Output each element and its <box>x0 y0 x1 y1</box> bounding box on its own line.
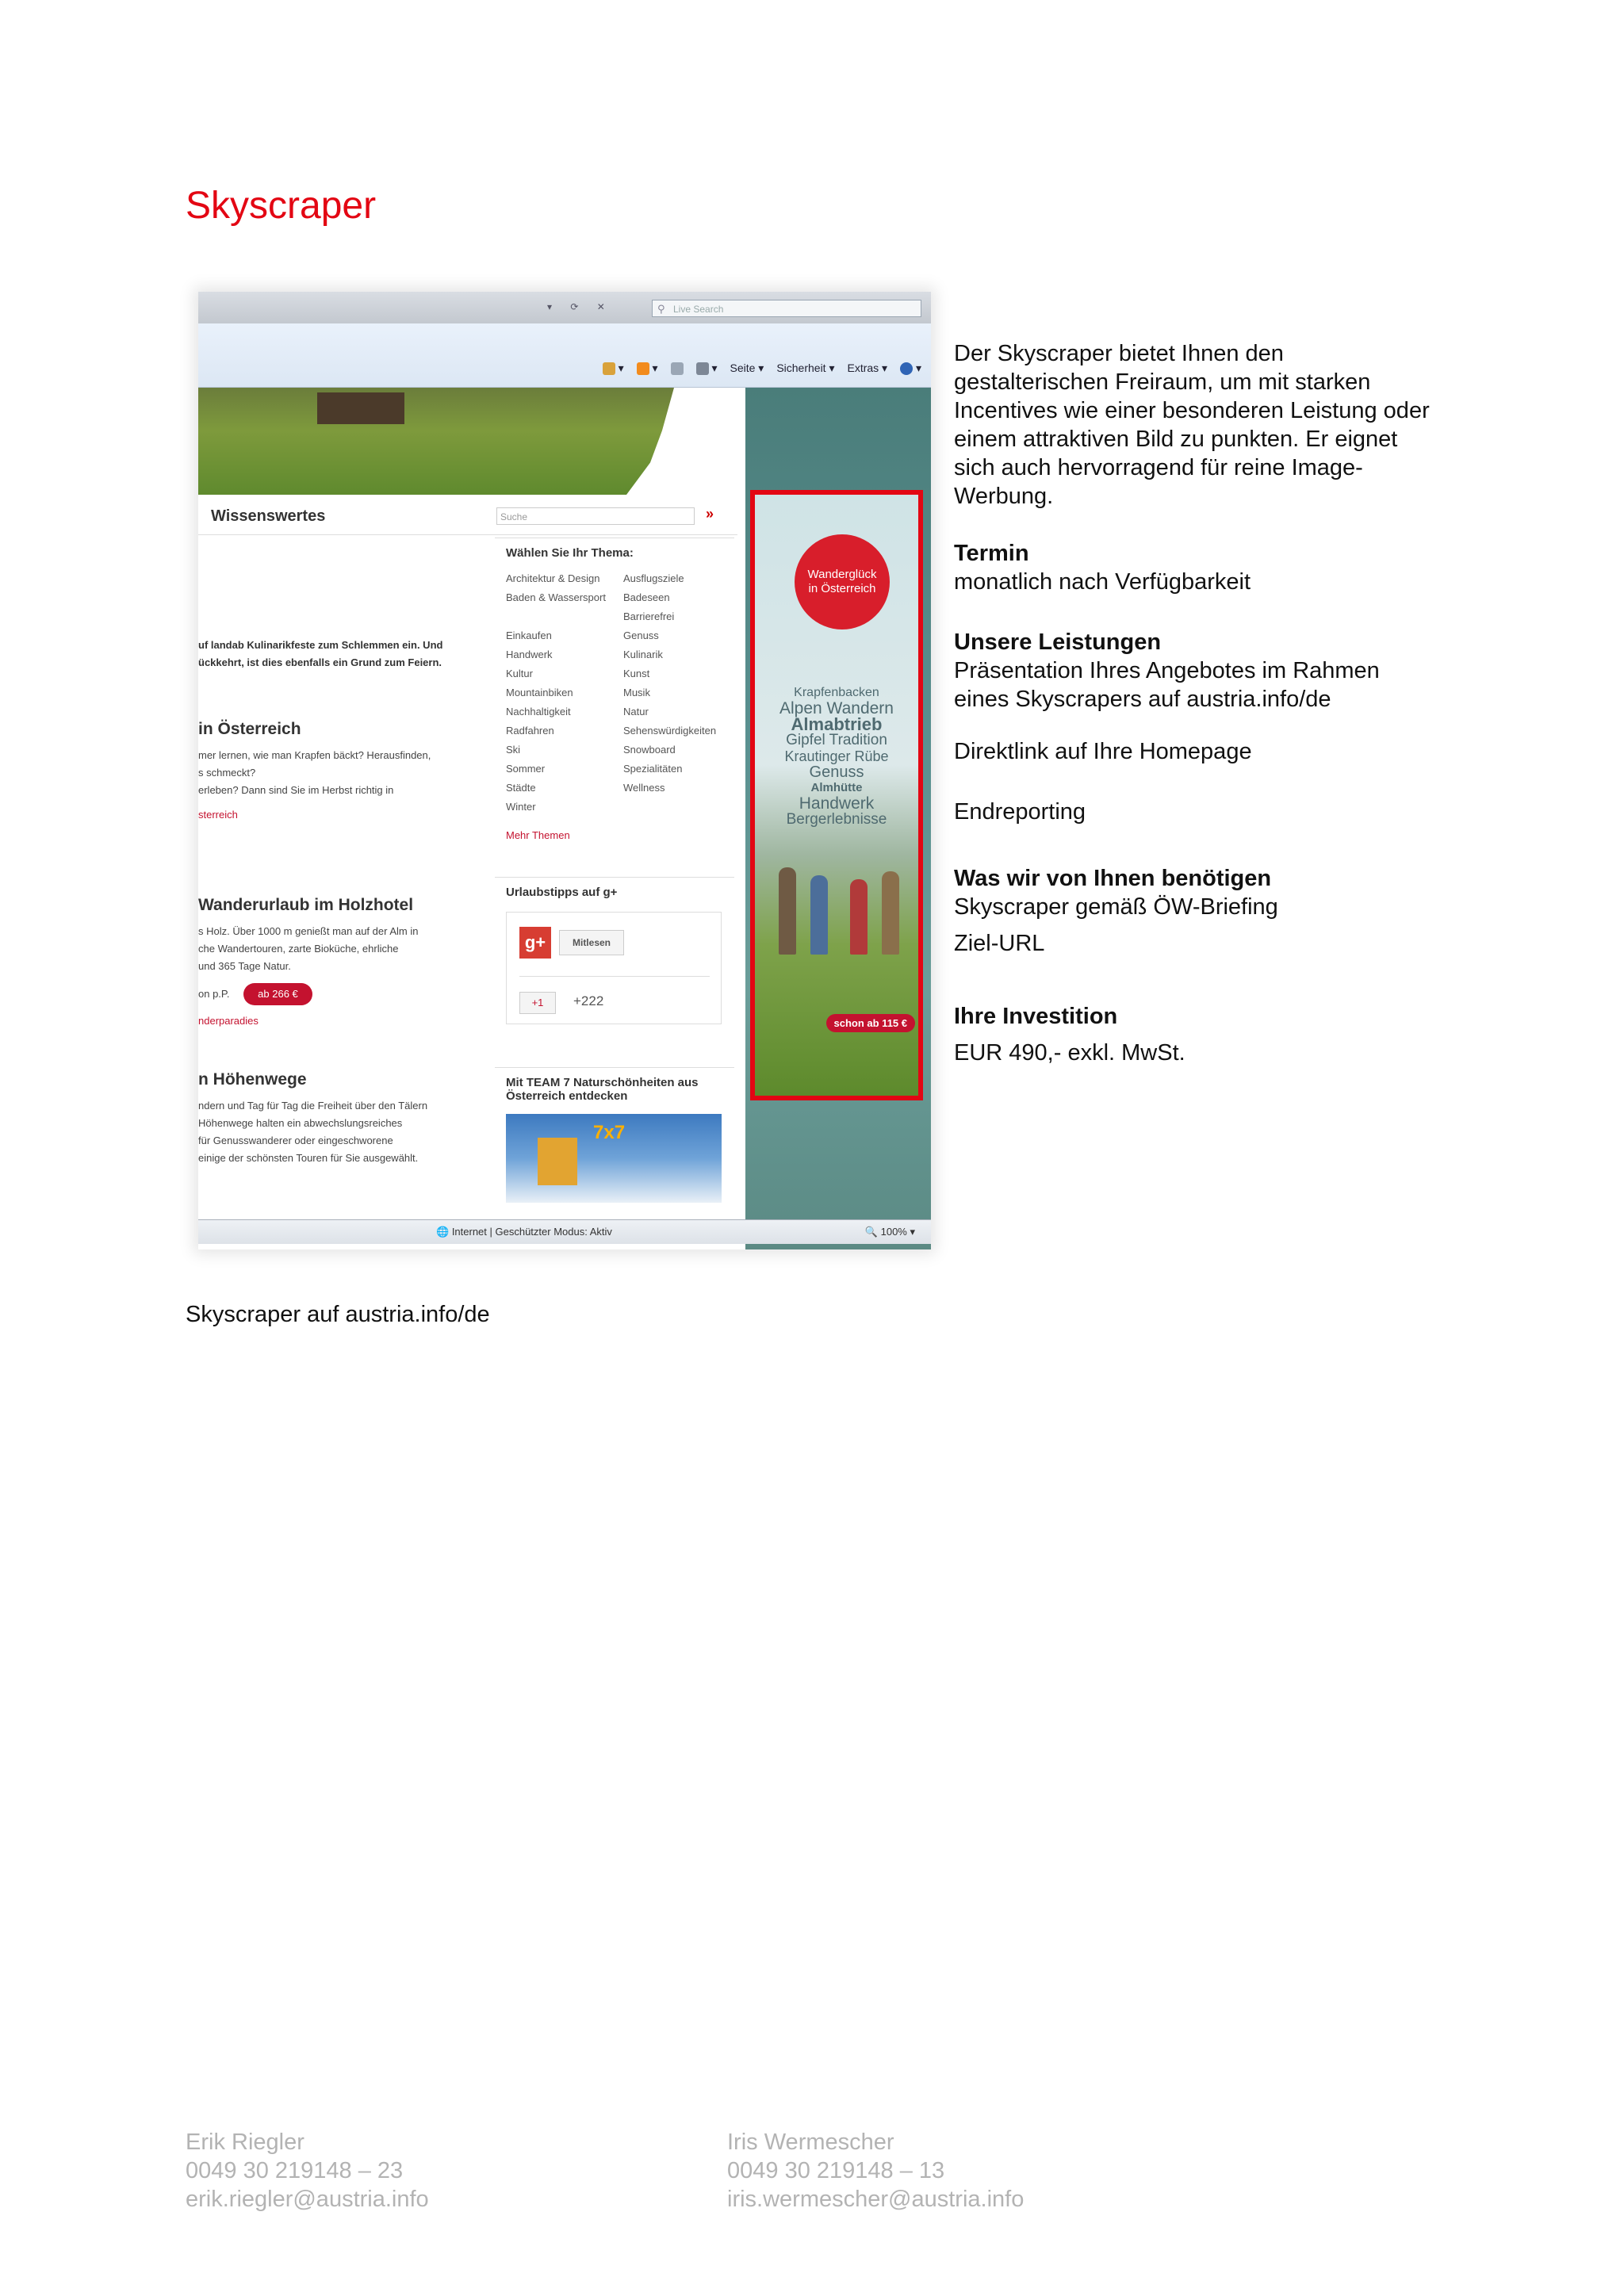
topic-link[interactable]: Musik <box>623 687 650 698</box>
topic-link[interactable]: Spezialitäten <box>623 763 683 775</box>
teaser-text: und 365 Tage Natur. <box>198 960 291 972</box>
benoetigen-item: Skyscraper gemäß ÖW-Briefing <box>954 894 1278 920</box>
topics-title: Wählen Sie Ihr Thema: <box>506 546 634 560</box>
teaser-text: s Holz. Über 1000 m genießt man auf der Alm in <box>198 925 419 937</box>
menu-seite[interactable]: Seite ▾ <box>730 362 764 374</box>
ad-keyword: Almabtrieb <box>791 714 883 734</box>
hero-image <box>198 388 745 495</box>
plus-one-count: +222 <box>573 993 604 1008</box>
topic-link <box>506 609 623 625</box>
team7-title: Mit TEAM 7 Naturschönheiten aus Österreich entdecken <box>506 1076 699 1103</box>
search-icon: ⚲ <box>657 303 665 315</box>
topic-link[interactable]: Winter <box>506 801 536 813</box>
topic-link[interactable]: Kulinarik <box>623 649 663 660</box>
teaser-text: ückkehrt, ist dies ebenfalls ein Grund zum Feiern. <box>198 656 442 668</box>
ad-keyword: Gipfel Tradition <box>786 732 887 748</box>
teaser-text: mer lernen, wie man Krapfen bäckt? Herausfinden, <box>198 749 431 761</box>
direktlink-text: Direktlink auf Ihre Homepage <box>954 739 1252 764</box>
contact-phone: 0049 30 219148 – 13 <box>727 2158 945 2183</box>
topic-link[interactable]: Natur <box>623 706 649 718</box>
print-icon[interactable]: ▾ <box>696 362 718 375</box>
footer-contact <box>186 2128 429 2214</box>
barn-shape <box>317 392 404 424</box>
ad-keyword: Genuss <box>809 763 864 781</box>
ad-badge: Wanderglück in Österreich <box>795 534 890 629</box>
ad-keyword: Bergerlebnisse <box>786 811 887 828</box>
browser-nav-buttons[interactable]: ▾ ⟳ ✕ <box>547 301 613 312</box>
google-plus-icon[interactable]: g+ <box>519 927 551 959</box>
browser-toolbar <box>198 292 931 324</box>
page-title: Skyscraper <box>186 185 377 227</box>
teaser-title[interactable]: Wanderurlaub im Holzhotel <box>198 896 414 914</box>
topic-link[interactable]: Ski <box>506 744 521 756</box>
teaser-text: ndern und Tag für Tag die Freiheit über den Tälern <box>198 1100 428 1112</box>
topic-link[interactable]: Handwerk <box>506 649 553 660</box>
contact-name: Iris Wermescher <box>727 2130 894 2155</box>
teaser-title[interactable]: n Höhenwege <box>198 1070 307 1089</box>
teaser-column <box>198 538 476 1235</box>
contact-email[interactable]: iris.wermescher@austria.info <box>727 2187 1025 2212</box>
contact-phone: 0049 30 219148 – 23 <box>186 2158 404 2183</box>
contact-email[interactable]: erik.riegler@austria.info <box>186 2187 429 2212</box>
topic-link[interactable]: Kultur <box>506 668 533 679</box>
topic-link[interactable]: Architektur & Design <box>506 572 600 584</box>
teaser-link[interactable]: sterreich <box>198 809 238 821</box>
investition-text: EUR 490,- exkl. MwSt. <box>954 1040 1185 1066</box>
info-column <box>954 339 1430 1067</box>
benoetigen-item: Ziel-URL <box>954 931 1045 956</box>
plus-one-button[interactable]: +1 <box>519 992 556 1014</box>
topic-link[interactable]: Kunst <box>623 668 650 679</box>
teaser-text: einige der schönsten Touren für Sie ausgewählt. <box>198 1152 419 1164</box>
endreporting-text: Endreporting <box>954 799 1086 825</box>
site-search-input[interactable]: Suche <box>496 507 695 525</box>
topics-box <box>495 538 734 871</box>
browser-search-input[interactable]: ⚲ Live Search <box>652 300 921 317</box>
feeds-icon[interactable]: ▾ <box>637 362 658 375</box>
price-prefix: on p.P. <box>198 988 230 1000</box>
intro-text: Der Skyscraper bietet Ihnen den gestalterischen Freiraum, um mit starken Incentives wie einer besonderen Leistung oder einem attraktiven Bild zu punkten. Er eignet sich auch hervorragend für reine Image-Werbung. <box>954 341 1430 509</box>
topic-link[interactable]: Wellness <box>623 782 665 794</box>
browser-status-bar <box>198 1219 931 1244</box>
menu-sicherheit[interactable]: Sicherheit ▾ <box>776 362 835 374</box>
divider <box>519 976 710 977</box>
chair-shape <box>538 1138 577 1185</box>
termin-text: monatlich nach Verfügbarkeit <box>954 569 1251 595</box>
price-badge[interactable]: ab 266 € <box>243 983 312 1005</box>
teaser-text: uf landab Kulinarikfeste zum Schlemmen ein. Und <box>198 639 443 651</box>
menu-extras[interactable]: Extras ▾ <box>847 362 888 374</box>
image-caption: Skyscraper auf austria.info/de <box>186 1302 490 1327</box>
ad-keyword: Almhütte <box>810 781 863 794</box>
teaser-text: Höhenwege halten ein abwechslungsreiches <box>198 1117 403 1129</box>
team7-box <box>495 1067 734 1226</box>
ad-keywords <box>755 685 918 828</box>
topic-link <box>623 799 741 815</box>
globe-icon: 🌐 <box>436 1226 450 1238</box>
contact-name: Erik Riegler <box>186 2130 304 2155</box>
topics-list <box>495 560 734 815</box>
topic-link[interactable]: Städte <box>506 782 536 794</box>
leistungen-heading: Unsere Leistungen <box>954 629 1162 655</box>
browser-command-bar <box>198 323 931 388</box>
topic-link[interactable]: Einkaufen <box>506 629 552 641</box>
teaser-text: erleben? Dann sind Sie im Herbst richtig in <box>198 784 394 796</box>
search-go-button[interactable]: » <box>706 506 714 522</box>
section-title: Wissenswertes <box>211 507 326 525</box>
hikers-illustration <box>763 851 914 955</box>
gplus-title: Urlaubstipps auf g+ <box>506 886 618 899</box>
more-topics-link[interactable]: Mehr Themen <box>506 829 570 841</box>
leistungen-text: Präsentation Ihres Angebotes im Rahmen eines Skyscrapers auf austria.info/de <box>954 658 1380 712</box>
team7-badge: 7x7 <box>593 1122 626 1143</box>
status-text: Internet | Geschützter Modus: Aktiv <box>451 1226 612 1238</box>
website-screenshot <box>198 292 931 1249</box>
team7-teaser-image[interactable] <box>506 1114 722 1203</box>
teaser-title[interactable]: in Österreich <box>198 720 301 738</box>
termin-heading: Termin <box>954 541 1029 566</box>
ad-keyword: Krapfenbacken <box>794 686 879 699</box>
teaser-text: che Wandertouren, zarte Bioküche, ehrliche <box>198 943 399 955</box>
zoom-level[interactable]: 🔍 100% ▾ <box>864 1226 915 1238</box>
topic-link[interactable]: Ausflugsziele <box>623 572 684 584</box>
topic-link[interactable]: Radfahren <box>506 725 554 737</box>
sidebar-column <box>495 538 734 1235</box>
topic-link[interactable]: Badeseen <box>623 591 670 603</box>
topic-link[interactable]: Genuss <box>623 629 659 641</box>
ad-keyword: Handwerk <box>799 794 875 813</box>
follow-button[interactable]: Mitlesen <box>559 930 624 955</box>
ad-keyword: Krautinger Rübe <box>784 748 889 764</box>
help-icon[interactable]: ▾ <box>900 362 921 375</box>
topic-link[interactable]: Barrierefrei <box>623 610 675 622</box>
section-bar <box>198 499 737 535</box>
gplus-box <box>495 877 734 1060</box>
topic-link[interactable]: Mountainbiken <box>506 687 573 698</box>
topic-link[interactable]: Nachhaltigkeit <box>506 706 571 718</box>
topic-link[interactable]: Sommer <box>506 763 546 775</box>
teaser-text: für Genusswanderer oder eingeschworene <box>198 1135 393 1146</box>
hero-cutout <box>626 388 745 495</box>
skyscraper-ad[interactable] <box>750 490 923 1100</box>
ad-price-badge: schon ab 115 € <box>826 1014 916 1032</box>
teaser-link[interactable]: nderparadies <box>198 1015 259 1027</box>
topic-link[interactable]: Sehenswürdigkeiten <box>623 725 717 737</box>
footer-contact <box>727 2128 1024 2214</box>
teaser-text: s schmeckt? <box>198 767 256 779</box>
ad-keyword: Alpen Wandern <box>779 699 894 718</box>
topic-link[interactable]: Baden & Wassersport <box>506 591 606 603</box>
benoetigen-heading: Was wir von Ihnen benötigen <box>954 866 1272 891</box>
mail-icon[interactable] <box>671 362 684 375</box>
investition-heading: Ihre Investition <box>954 1004 1118 1029</box>
topic-link[interactable]: Snowboard <box>623 744 676 756</box>
home-icon[interactable]: ▾ <box>603 362 624 375</box>
